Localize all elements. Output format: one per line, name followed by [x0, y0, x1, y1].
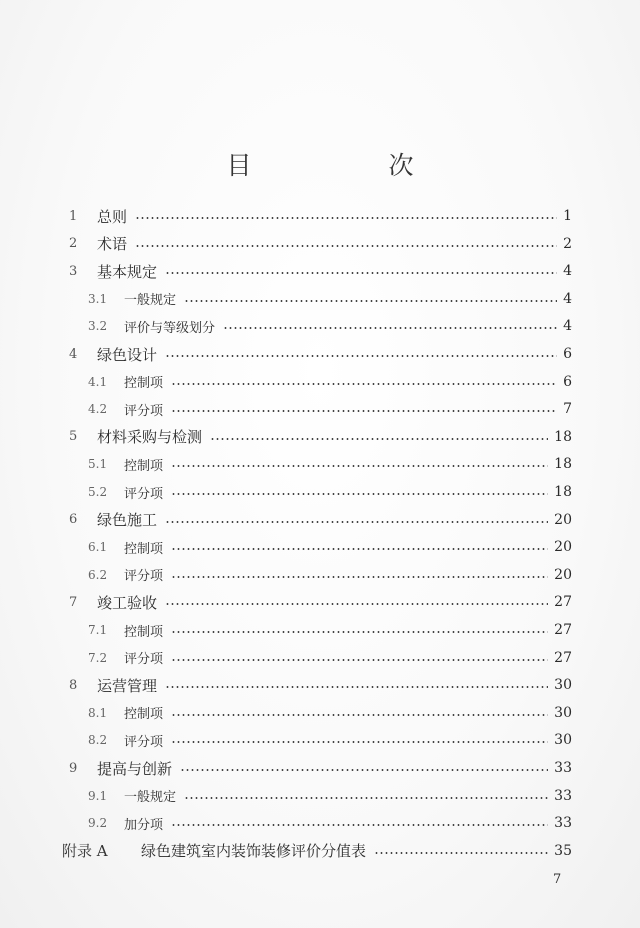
toc-entry	[0, 398, 640, 420]
toc-leader-dots	[171, 631, 548, 633]
toc-entry	[0, 785, 640, 807]
toc-entry-page: 4	[563, 290, 572, 307]
toc-entry	[0, 371, 640, 393]
toc-entry	[0, 591, 640, 613]
toc-entry	[0, 509, 640, 531]
toc-entry-number: 6	[69, 512, 78, 528]
toc-leader-dots	[135, 245, 557, 247]
toc-entry	[0, 481, 640, 503]
toc-entry	[0, 426, 640, 448]
toc-entry-page: 20	[554, 539, 572, 556]
toc-entry-page: 4	[563, 318, 572, 335]
toc-entry	[0, 840, 640, 862]
toc-entry-number: 9	[69, 760, 78, 776]
toc-entry	[0, 647, 640, 669]
toc-entry-number: 8	[69, 677, 78, 693]
toc-entry	[0, 260, 640, 282]
toc-entry-label: 控制项	[124, 707, 164, 723]
toc-entry	[0, 812, 640, 834]
toc-entry-label: 控制项	[124, 376, 164, 392]
toc-entry-number: 4	[69, 346, 78, 362]
toc-leader-dots	[210, 438, 548, 440]
toc-entry-page: 27	[554, 594, 572, 611]
toc-entry-page: 35	[554, 842, 572, 859]
toc-entry	[0, 729, 640, 751]
toc-entry	[0, 315, 640, 337]
toc-entry-number: 5.1	[88, 457, 108, 472]
toc-entry	[0, 453, 640, 475]
toc-entry-label: 竣工验收	[97, 593, 158, 612]
toc-entry-label: 材料采购与检测	[97, 428, 203, 447]
toc-leader-dots	[171, 410, 557, 412]
toc-leader-dots	[184, 797, 548, 799]
toc-entry-number: 附录 A	[62, 842, 108, 861]
toc-leader-dots	[171, 824, 548, 826]
toc-entry-number: 2	[69, 236, 78, 252]
toc-entry-label: 术语	[97, 235, 128, 254]
toc-entry-page: 33	[554, 760, 572, 776]
toc-entry-label: 一般规定	[124, 293, 177, 309]
toc-entry-page: 1	[563, 208, 572, 224]
toc-leader-dots	[180, 769, 548, 771]
toc-entry-page: 20	[554, 511, 572, 528]
toc-entry-page: 33	[554, 815, 572, 832]
toc-entry-page: 2	[563, 235, 572, 252]
toc-entry-number: 7.1	[88, 623, 108, 637]
toc-entry	[0, 288, 640, 310]
toc-entry-label: 评价与等级划分	[124, 320, 216, 336]
toc-entry-page: 20	[554, 566, 572, 583]
toc-entry	[0, 536, 640, 558]
toc-entry-label: 控制项	[124, 541, 164, 557]
toc-leader-dots	[165, 521, 548, 523]
page-number: 7	[553, 872, 562, 887]
toc-entry-label: 控制项	[124, 458, 164, 474]
toc-leader-dots	[171, 576, 548, 578]
toc-entry-number: 3.1	[88, 291, 108, 306]
toc-entry-label: 评分项	[124, 403, 164, 419]
toc-entry	[0, 757, 640, 779]
toc-entry-number: 8.2	[88, 733, 108, 748]
toc-entry	[0, 702, 640, 724]
toc-entry-page: 6	[563, 373, 572, 390]
toc-leader-dots	[135, 217, 557, 219]
toc-entry-number: 4.1	[88, 374, 108, 389]
toc-entry-label: 运营管理	[97, 676, 158, 695]
toc-entry-page: 4	[563, 263, 572, 280]
toc-entry-number: 3	[69, 263, 78, 279]
toc-entry-number: 7	[69, 594, 78, 610]
toc-entry-label: 评分项	[124, 486, 164, 502]
toc-entry-number: 4.2	[88, 402, 108, 417]
toc-leader-dots	[165, 355, 557, 357]
toc-leader-dots	[165, 603, 548, 605]
toc-entry-page: 7	[563, 401, 572, 418]
toc-entry-label: 一般规定	[124, 790, 177, 806]
page-title: 目 次	[226, 151, 470, 180]
toc-entry-number: 5	[69, 429, 78, 445]
toc-entry-number: 7.2	[88, 650, 108, 665]
toc-entry-number: 8.1	[88, 705, 108, 720]
toc-leader-dots	[171, 493, 548, 495]
toc-entry-label: 基本规定	[97, 262, 158, 281]
toc-entry-page: 27	[554, 649, 572, 666]
toc-entry-label: 绿色施工	[97, 511, 158, 530]
toc-entry-page: 6	[563, 346, 572, 362]
toc-entry-number: 9.2	[88, 816, 108, 831]
toc-entry	[0, 205, 640, 227]
toc-entry-label: 绿色设计	[97, 345, 158, 364]
toc-leader-dots	[171, 659, 548, 661]
toc-entry-number: 9.1	[88, 788, 108, 803]
toc-entry-label: 评分项	[124, 734, 164, 750]
toc-entry-label: 控制项	[124, 624, 164, 640]
toc-entry	[0, 233, 640, 255]
toc-entry-page: 18	[554, 428, 572, 445]
toc-entry	[0, 674, 640, 696]
toc-entry-label: 总则	[97, 207, 128, 226]
toc-leader-dots	[223, 327, 557, 329]
toc-entry-page: 30	[554, 704, 572, 721]
toc-leader-dots	[171, 714, 548, 716]
toc-entry-label: 评分项	[124, 569, 164, 585]
toc-entry-label: 加分项	[124, 817, 164, 833]
toc-leader-dots	[374, 852, 548, 854]
toc-entry-label: 绿色建筑室内装饰装修评价分值表	[141, 842, 367, 861]
toc-leader-dots	[165, 686, 548, 688]
toc-leader-dots	[165, 272, 557, 274]
toc-entry-page: 18	[554, 456, 572, 473]
toc-entry-page: 18	[554, 484, 572, 500]
toc-leader-dots	[171, 383, 557, 385]
toc-entry-number: 1	[69, 208, 78, 224]
toc-entry-label: 提高与创新	[97, 759, 173, 778]
toc-entry-page: 30	[554, 732, 572, 749]
toc-entry-label: 评分项	[124, 652, 164, 668]
toc-entry-number: 5.2	[88, 485, 108, 499]
toc-leader-dots	[171, 548, 548, 550]
toc-entry	[0, 343, 640, 365]
toc-leader-dots	[171, 465, 548, 467]
toc-leader-dots	[184, 300, 557, 302]
toc-entry-number: 6.1	[88, 540, 108, 555]
toc-entry	[0, 564, 640, 586]
toc-leader-dots	[171, 741, 548, 743]
toc-entry-page: 33	[554, 787, 572, 804]
toc-entry	[0, 619, 640, 641]
toc-entry-number: 6.2	[88, 567, 108, 582]
toc-entry-number: 3.2	[88, 319, 108, 334]
toc-entry-page: 30	[554, 677, 572, 694]
toc-entry-page: 27	[554, 622, 572, 638]
